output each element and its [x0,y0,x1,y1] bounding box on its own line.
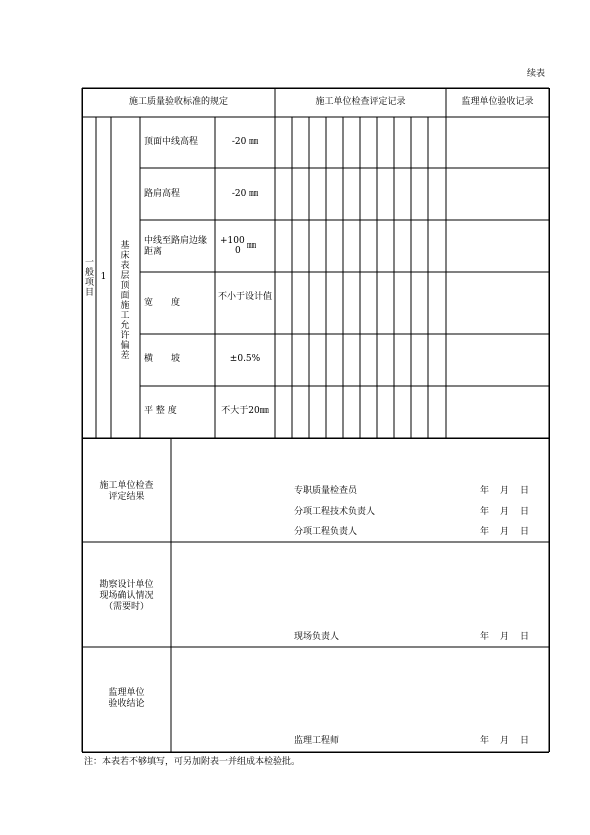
supervision-section-label [82,688,171,710]
date-month: 月 [500,632,510,642]
signer-site-lead: 现场负责人 [294,632,340,642]
date-day: 日 [520,632,530,642]
footnote: 注：本表若不够填写，可另加附表一并组成本检验批。 [84,757,301,767]
date-month: 月 [500,486,510,496]
row-tolerance: 不小于设计值 [217,292,272,302]
row-tolerance: ±0.5% [229,354,261,364]
date-day: 日 [520,736,530,746]
row-tolerance-unit: ㎜ [247,241,257,251]
row-name: 平 整 度 [144,406,177,416]
continued-label: 续表 [527,69,546,79]
signer-project-lead: 分项工程负责人 [294,527,358,537]
row-name: 中线至路肩边缘距离 [144,236,208,257]
row-name: 宽 度 [144,298,181,308]
header-construction-record: 施工单位检查评定记录 [315,97,406,107]
survey-label-line3: （需要时） [103,602,149,612]
row-tolerance-lower: 0 [235,246,241,256]
date-year: 年 [480,632,490,642]
item-number: 1 [100,272,107,282]
row-tolerance-upper: +100 [220,236,245,246]
supervision-label-line2: 验收结论 [108,699,145,709]
header-supervision-record: 监理单位验收记录 [461,97,534,107]
date-month: 月 [500,527,510,537]
row-name: 路肩高程 [144,189,181,199]
date-month: 月 [500,507,510,517]
construction-label-line1: 施工单位检查 [99,481,154,491]
row-tolerance: -20 ㎜ [231,137,259,147]
row-name: 横 坡 [144,354,181,364]
signer-supervising-engineer: 监理工程师 [294,736,340,746]
construction-label-line2: 评定结果 [108,492,145,502]
row-tolerance: 不大于20㎜ [221,406,269,416]
category-label: 一 般 项 目 [84,258,94,298]
item-name: 基 床 表 层 顶 面 施 工 允 许 偏 差 [120,241,130,361]
date-year: 年 [480,736,490,746]
date-day: 日 [520,507,530,517]
date-year: 年 [480,486,490,496]
date-day: 日 [520,486,530,496]
construction-section-label [82,481,171,503]
survey-label-line1: 勘察设计单位 [99,580,154,590]
date-year: 年 [480,527,490,537]
row-name: 顶面中线高程 [144,137,199,147]
signer-quality-inspector: 专职质量检查员 [294,486,358,496]
signer-tech-lead: 分项工程技术负责人 [294,507,376,517]
date-year: 年 [480,507,490,517]
date-day: 日 [520,527,530,537]
header-standard: 施工质量验收标准的规定 [128,97,228,107]
survey-section-label [82,580,171,613]
supervision-label-line1: 监理单位 [108,688,145,698]
row-tolerance: -20 ㎜ [231,189,259,199]
survey-label-line2: 现场确认情况 [99,591,154,601]
date-month: 月 [500,736,510,746]
